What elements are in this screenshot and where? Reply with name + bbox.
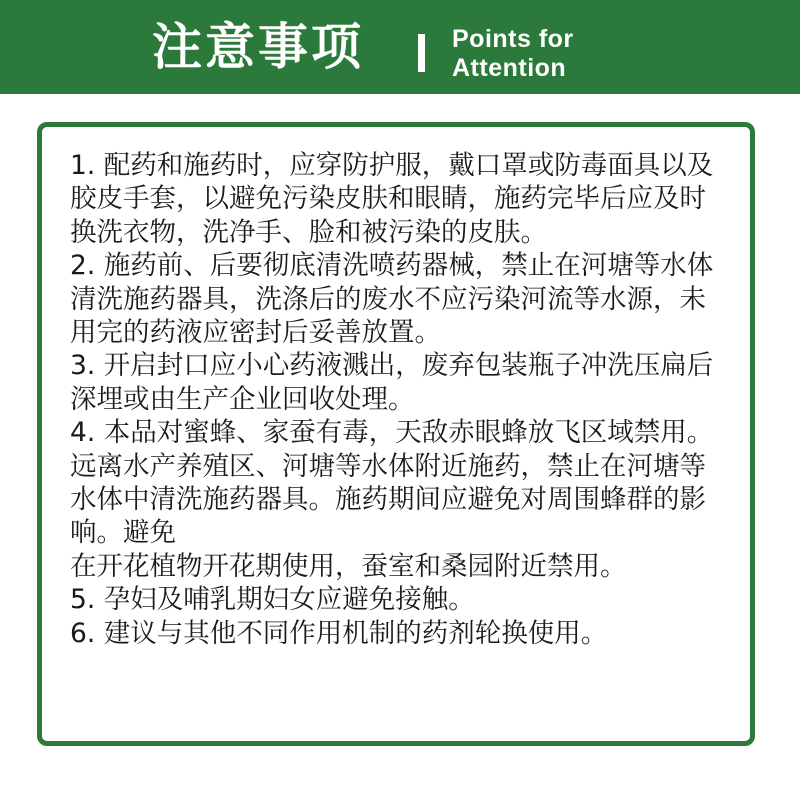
note-text-4: 4. 本品对蜜蜂、家蚕有毒，天敌赤眼蜂放飞区域禁用。远离水产养殖区、河塘等水体附近施药，禁止在河塘等水体中清洗施药器具。施药期间应避免对周围蜂群的影响。避免 <box>70 417 714 549</box>
note-item-4-continued <box>70 550 730 583</box>
header-divider <box>418 34 425 72</box>
header-title-english-line2: Attention <box>452 54 567 82</box>
attention-panel <box>37 122 755 746</box>
note-text-2: 2. 施药前、后要彻底清洗喷药器械，禁止在河塘等水体清洗施药器具，洗涤后的废水不应污染河流等水源，未用完的药液应密封后妥善放置。 <box>70 250 714 349</box>
note-item-1 <box>70 149 730 249</box>
note-item-2 <box>70 249 730 349</box>
header-banner <box>0 0 800 94</box>
header-title-english <box>452 25 574 83</box>
header-title-english-line1: Points for <box>452 25 574 53</box>
note-text-1: 1. 配药和施药时，应穿防护服，戴口罩或防毒面具以及胶皮手套，以避免污染皮肤和眼睛，施药完毕后应及时换洗衣物，洗净手、脸和被污染的皮肤。 <box>70 150 714 248</box>
header-title-chinese: 注意事项 <box>152 18 364 76</box>
note-text-6: 6. 建议与其他不同作用机制的药剂轮换使用。 <box>70 617 608 649</box>
note-text-5: 5. 孕妇及哺乳期妇女应避免接触。 <box>70 584 475 616</box>
note-text-4-continued: 在开花植物开花期使用，蚕室和桑园附近禁用。 <box>70 550 627 582</box>
attention-list <box>70 149 730 650</box>
note-item-4 <box>70 416 730 550</box>
note-text-3: 3. 开启封口应小心药液溅出，废弃包装瓶子冲洗压扁后深埋或由生产企业回收处理。 <box>70 350 714 415</box>
note-item-6 <box>70 617 730 650</box>
note-item-3 <box>70 349 730 416</box>
note-item-5 <box>70 583 730 616</box>
